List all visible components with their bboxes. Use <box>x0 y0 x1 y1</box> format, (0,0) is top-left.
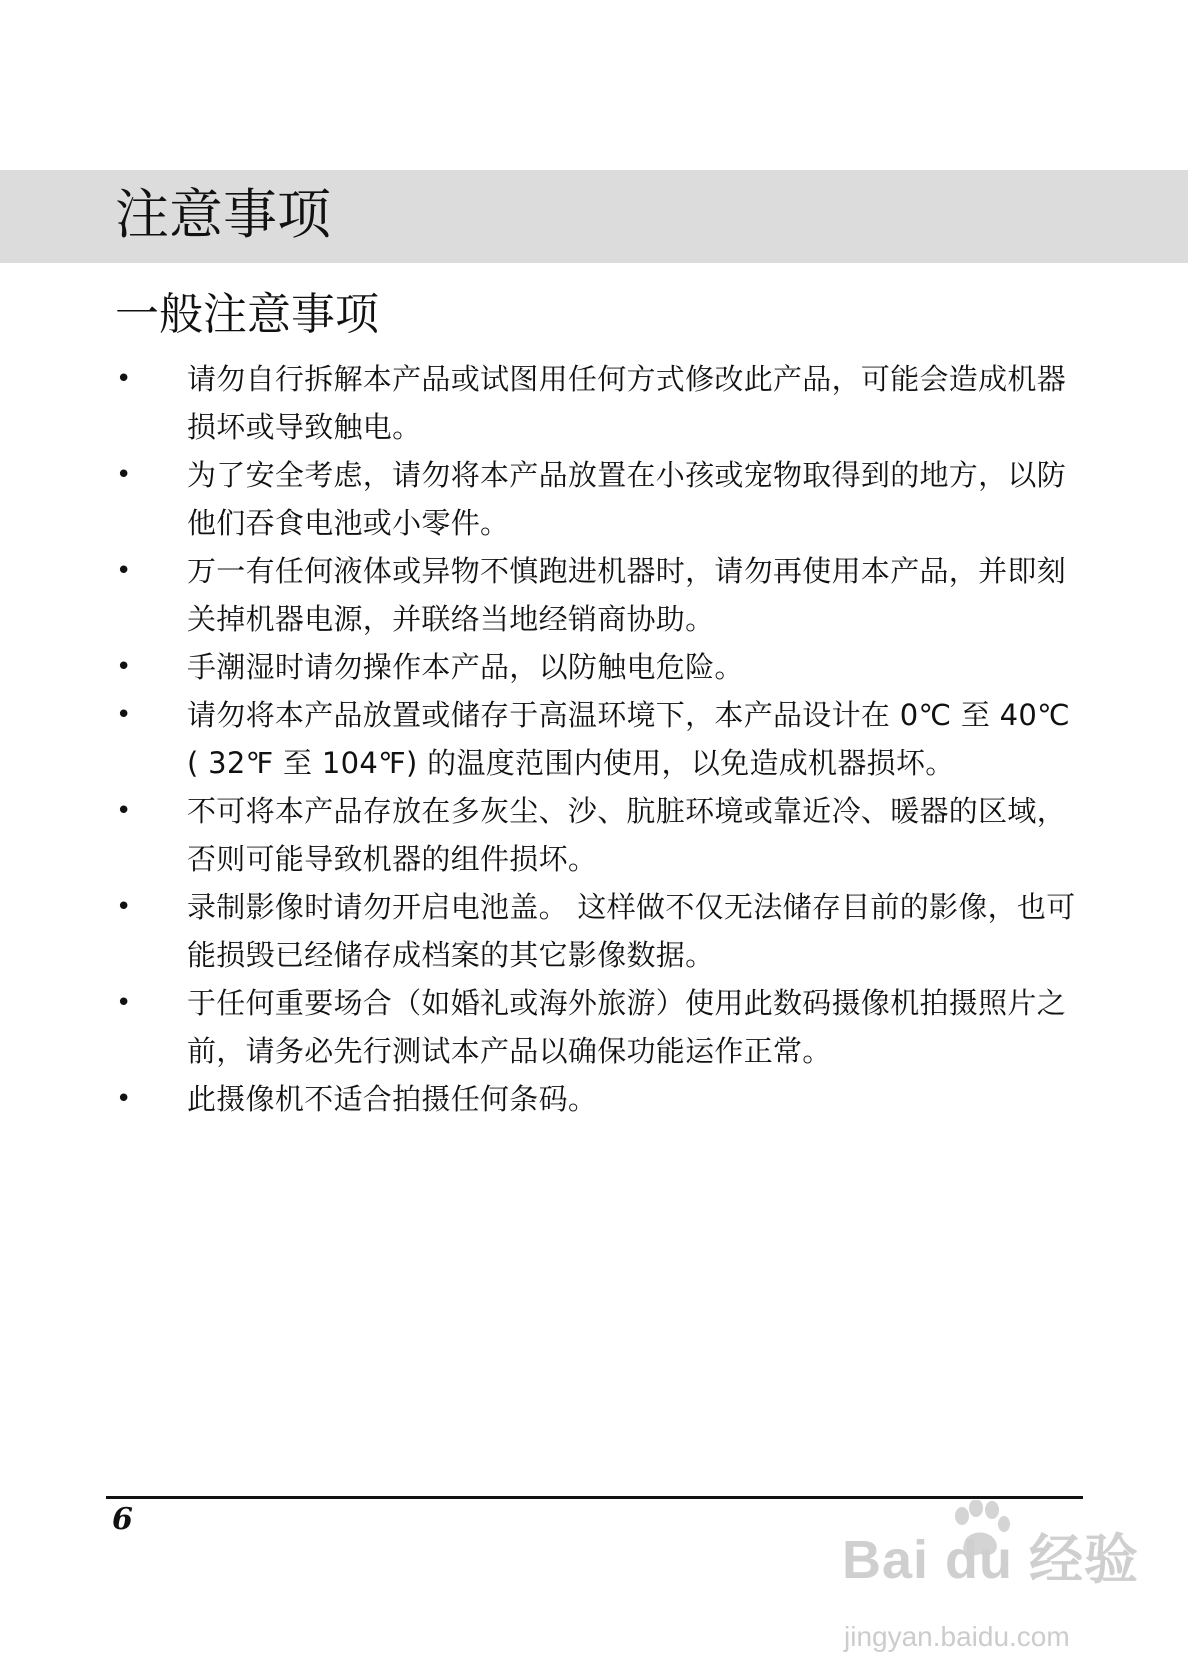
note-text: 不可将本产品存放在多灰尘、沙、肮脏环境或靠近冷、暖器的区域，否则可能导致机器的组件损坏。 <box>187 794 1067 876</box>
note-text: 手潮湿时请勿操作本产品，以防触电危险。 <box>187 650 744 684</box>
section-title: 一般注意事项 <box>115 289 379 340</box>
list-item <box>0 451 1188 547</box>
watermark-url: jingyan.baidu.com <box>844 1621 1070 1652</box>
page-number: 6 <box>112 1502 133 1537</box>
note-text: 录制影像时请勿开启电池盖。 这样做不仅无法储存目前的影像，也可能损毁已经储存成档案的其它影像数据。 <box>187 890 1076 972</box>
list-item <box>0 1075 1188 1123</box>
bullet-icon: • <box>116 460 132 490</box>
note-text: 于任何重要场合（如婚礼或海外旅游）使用此数码摄像机拍摄照片之前，请务必先行测试本产品以确保功能运作正常。 <box>187 986 1067 1068</box>
list-item <box>0 883 1188 979</box>
bullet-icon: • <box>116 364 132 394</box>
bullet-icon: • <box>116 700 132 730</box>
bullet-icon: • <box>116 796 132 826</box>
note-text: 请勿将本产品放置或储存于高温环境下，本产品设计在 0℃ 至 40℃ ( 32℉ 至 104℉) 的温度范围内使用，以免造成机器损坏。 <box>187 698 1071 780</box>
list-item <box>0 979 1188 1075</box>
note-text: 请勿自行拆解本产品或试图用任何方式修改此产品，可能会造成机器损坏或导致触电。 <box>187 362 1067 444</box>
page-title: 注意事项 <box>115 183 331 246</box>
watermark <box>842 1500 1140 1670</box>
bullet-icon: • <box>116 892 132 922</box>
bullet-icon: • <box>116 1084 132 1114</box>
note-text: 为了安全考虑，请勿将本产品放置在小孩或宠物取得到的地方，以防他们吞食电池或小零件。 <box>187 458 1067 540</box>
bullet-icon: • <box>116 652 132 682</box>
bullet-icon: • <box>116 556 132 586</box>
list-item <box>0 691 1188 787</box>
note-text: 万一有任何液体或异物不慎跑进机器时，请勿再使用本产品，并即刻关掉机器电源，并联络当地经销商协助。 <box>187 554 1067 636</box>
list-item <box>0 643 1188 691</box>
list-item <box>0 355 1188 451</box>
precautions-list <box>0 355 1188 1123</box>
list-item <box>0 787 1188 883</box>
footer-rule <box>106 1496 1083 1499</box>
bullet-icon: • <box>116 988 132 1018</box>
list-item <box>0 547 1188 643</box>
note-text: 此摄像机不适合拍摄任何条码。 <box>187 1082 598 1116</box>
watermark-logo: Bai du 经验 <box>842 1530 1140 1590</box>
